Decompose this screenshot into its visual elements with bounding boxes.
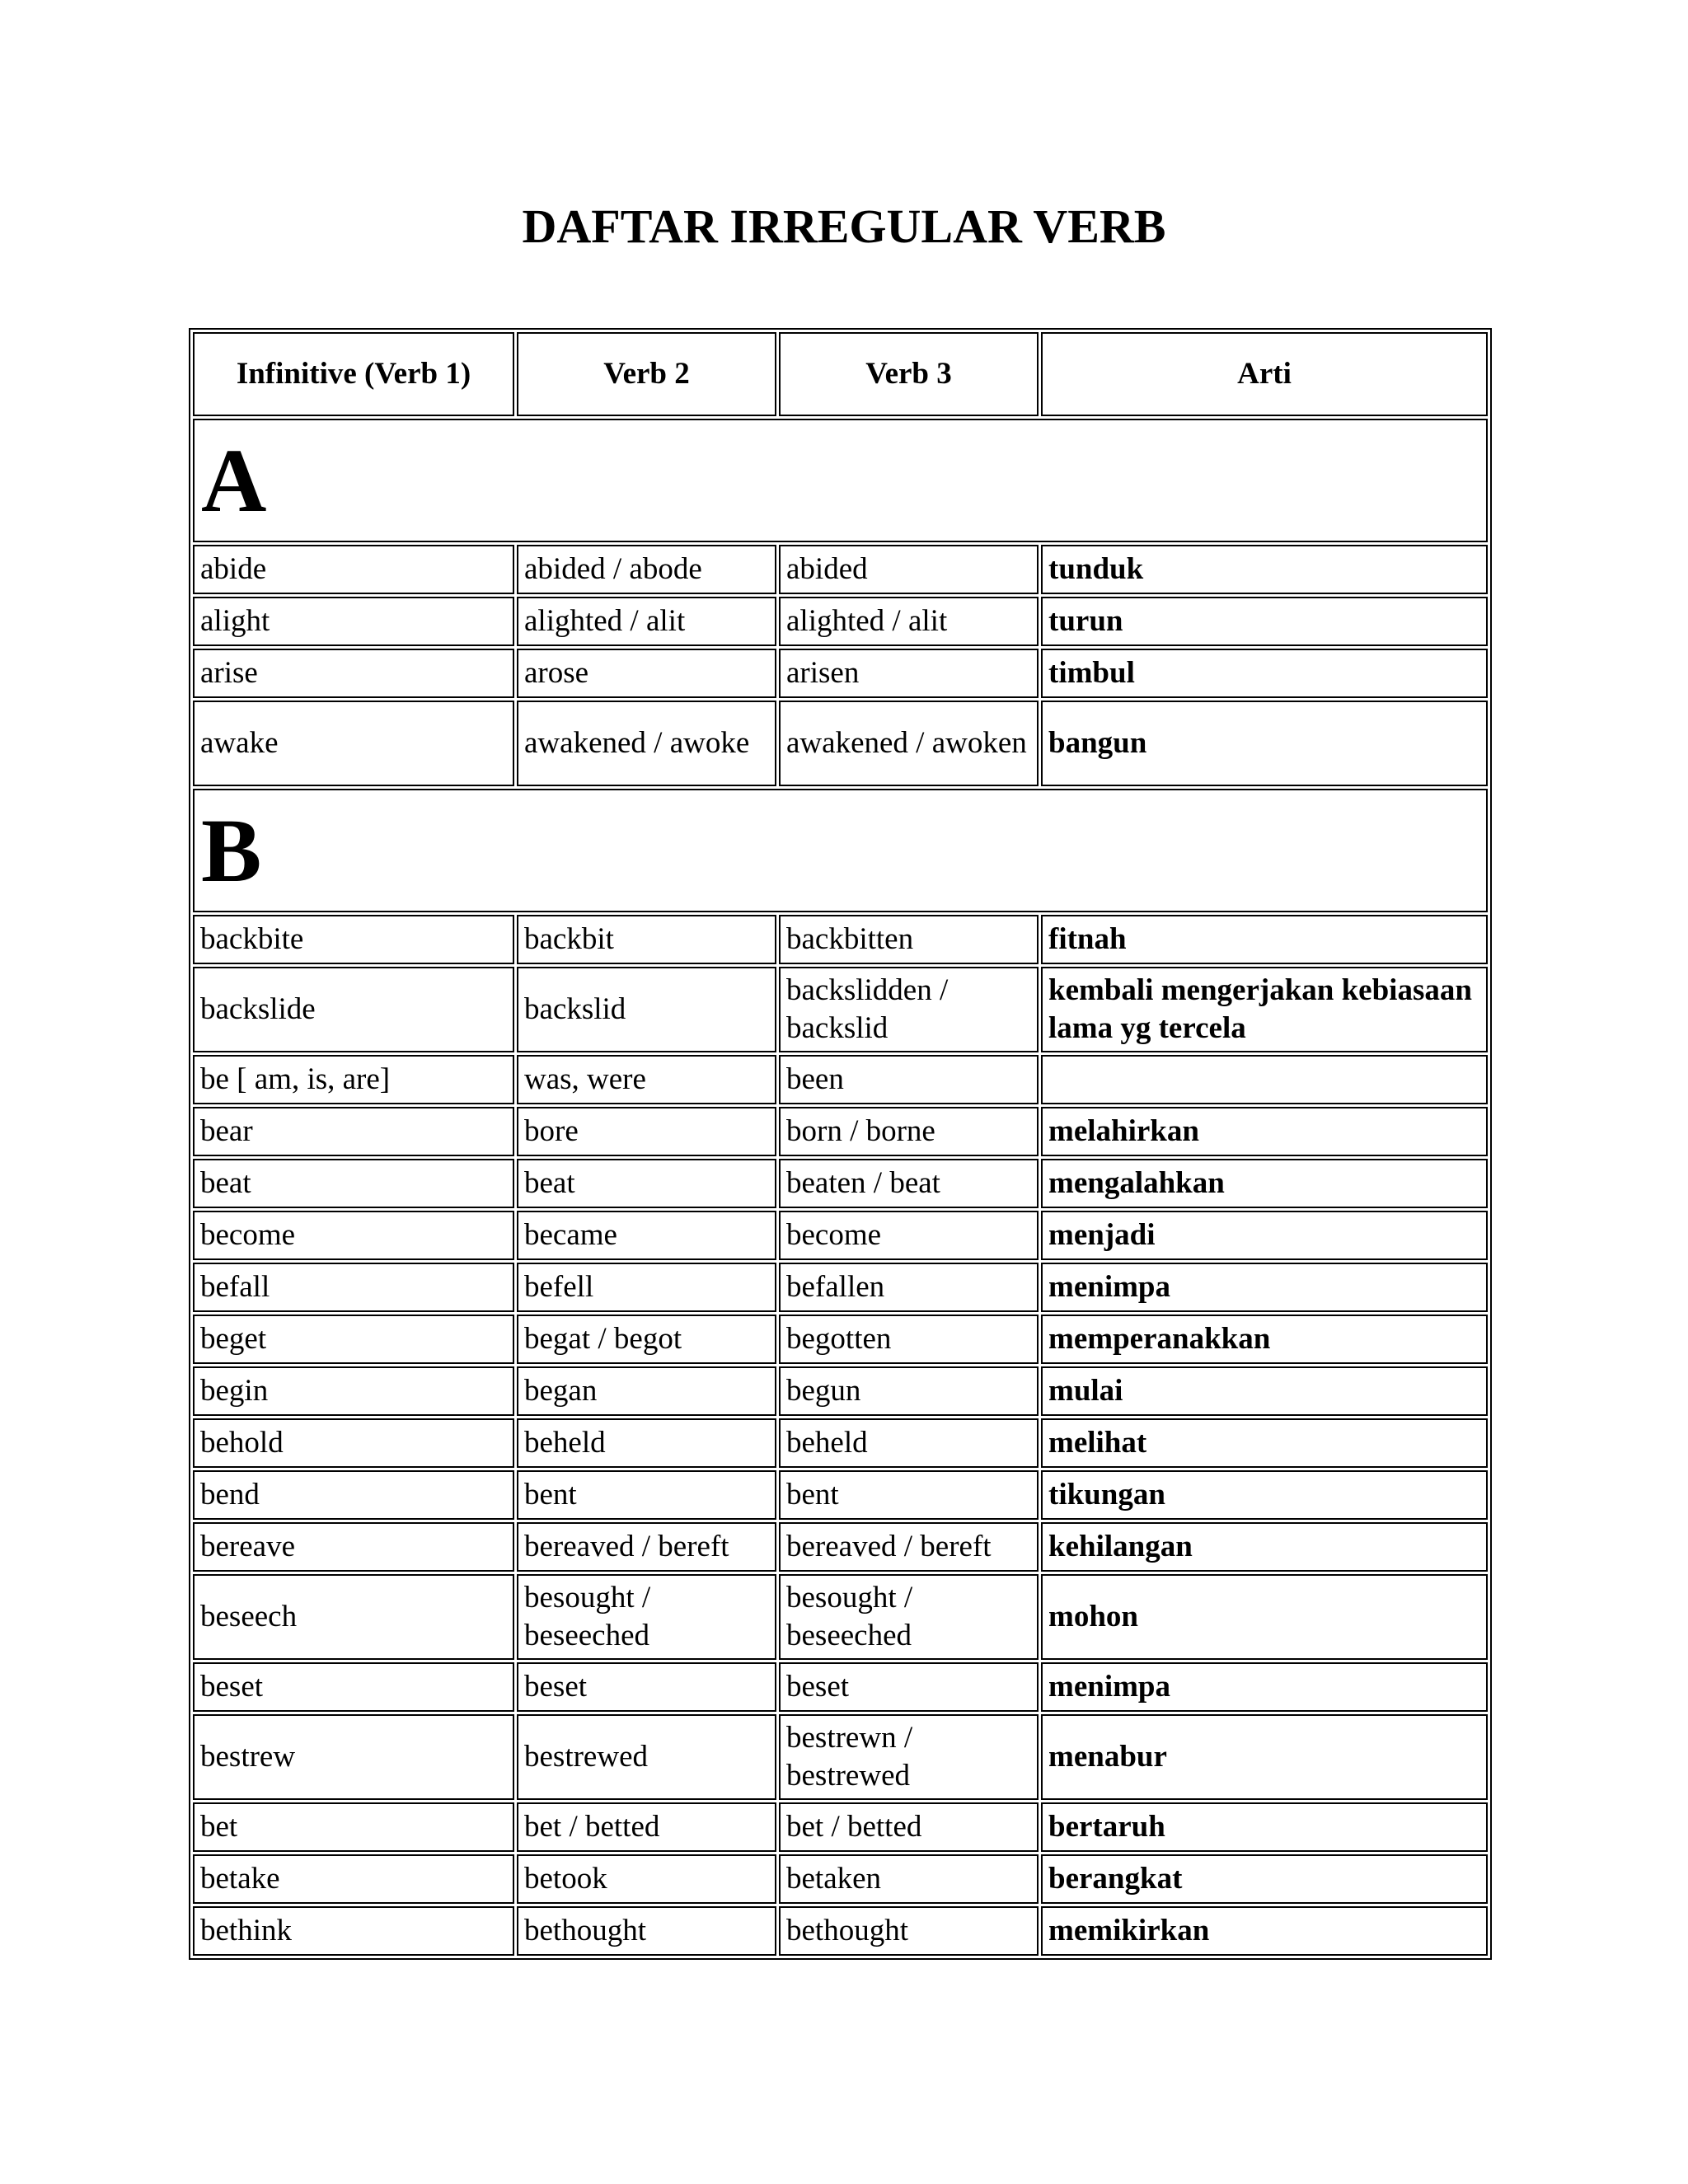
table-row bbox=[193, 1522, 1488, 1572]
verb-1-cell: alight bbox=[193, 597, 514, 646]
table-row bbox=[193, 1263, 1488, 1312]
verb-3-cell: begun bbox=[779, 1366, 1039, 1416]
arti-cell: menimpa bbox=[1041, 1263, 1488, 1312]
verb-3-cell: beaten / beat bbox=[779, 1159, 1039, 1208]
table-row bbox=[193, 1055, 1488, 1104]
verb-2-cell: awakened / awoke bbox=[517, 701, 776, 786]
verb-3-cell: begotten bbox=[779, 1315, 1039, 1364]
verb-1-cell: be [ am, is, are] bbox=[193, 1055, 514, 1104]
table-row bbox=[193, 1159, 1488, 1208]
table-row bbox=[193, 1802, 1488, 1852]
arti-cell: mulai bbox=[1041, 1366, 1488, 1416]
header-infinitive: Infinitive (Verb 1) bbox=[193, 332, 514, 416]
verb-3-cell: born / borne bbox=[779, 1107, 1039, 1156]
arti-cell bbox=[1041, 1055, 1488, 1104]
verb-2-cell: begat / begot bbox=[517, 1315, 776, 1364]
verb-1-cell: beget bbox=[193, 1315, 514, 1364]
verb-3-cell: bereaved / bereft bbox=[779, 1522, 1039, 1572]
section-letter: A bbox=[193, 419, 1488, 542]
verb-2-cell: bent bbox=[517, 1470, 776, 1520]
section-row-b bbox=[193, 789, 1488, 912]
table-row bbox=[193, 1107, 1488, 1156]
verb-1-cell: backbite bbox=[193, 915, 514, 964]
verb-3-cell: become bbox=[779, 1211, 1039, 1260]
table-row bbox=[193, 1662, 1488, 1712]
verb-3-cell: betaken bbox=[779, 1854, 1039, 1904]
verb-3-cell: abided bbox=[779, 545, 1039, 594]
arti-cell: melahirkan bbox=[1041, 1107, 1488, 1156]
verb-1-cell: beseech bbox=[193, 1574, 514, 1660]
arti-cell: timbul bbox=[1041, 649, 1488, 698]
header-verb-2: Verb 2 bbox=[517, 332, 776, 416]
arti-cell: turun bbox=[1041, 597, 1488, 646]
verb-3-cell: befallen bbox=[779, 1263, 1039, 1312]
arti-cell: melihat bbox=[1041, 1418, 1488, 1468]
table-row bbox=[193, 1714, 1488, 1800]
verb-3-cell: besought / beseeched bbox=[779, 1574, 1039, 1660]
table-row bbox=[193, 967, 1488, 1052]
verb-3-cell: backbitten bbox=[779, 915, 1039, 964]
verb-3-cell: bestrewn / bestrewed bbox=[779, 1714, 1039, 1800]
verb-2-cell: backslid bbox=[517, 967, 776, 1052]
verb-2-cell: befell bbox=[517, 1263, 776, 1312]
header-verb-3: Verb 3 bbox=[779, 332, 1039, 416]
section-letter: B bbox=[193, 789, 1488, 912]
table-row bbox=[193, 1854, 1488, 1904]
verb-1-cell: bethink bbox=[193, 1906, 514, 1956]
arti-cell: memikirkan bbox=[1041, 1906, 1488, 1956]
verb-1-cell: bereave bbox=[193, 1522, 514, 1572]
arti-cell: tunduk bbox=[1041, 545, 1488, 594]
arti-cell: mohon bbox=[1041, 1574, 1488, 1660]
verb-2-cell: beat bbox=[517, 1159, 776, 1208]
verb-1-cell: bestrew bbox=[193, 1714, 514, 1800]
verb-2-cell: became bbox=[517, 1211, 776, 1260]
table-row bbox=[193, 545, 1488, 594]
table-row bbox=[193, 701, 1488, 786]
arti-cell: kembali mengerjakan kebiasaan lama yg tercela bbox=[1041, 967, 1488, 1052]
verb-1-cell: behold bbox=[193, 1418, 514, 1468]
table-row bbox=[193, 1418, 1488, 1468]
verb-2-cell: backbit bbox=[517, 915, 776, 964]
verb-3-cell: awakened / awoken bbox=[779, 701, 1039, 786]
verb-1-cell: arise bbox=[193, 649, 514, 698]
verb-2-cell: began bbox=[517, 1366, 776, 1416]
verb-2-cell: abided / abode bbox=[517, 545, 776, 594]
table-row bbox=[193, 1366, 1488, 1416]
irregular-verb-table bbox=[189, 328, 1492, 1960]
table-row bbox=[193, 1574, 1488, 1660]
section-row-a bbox=[193, 419, 1488, 542]
table-row bbox=[193, 1906, 1488, 1956]
arti-cell: memperanakkan bbox=[1041, 1315, 1488, 1364]
arti-cell: bangun bbox=[1041, 701, 1488, 786]
header-row bbox=[193, 332, 1488, 416]
verb-2-cell: beheld bbox=[517, 1418, 776, 1468]
verb-2-cell: arose bbox=[517, 649, 776, 698]
table-row bbox=[193, 1315, 1488, 1364]
verb-2-cell: beset bbox=[517, 1662, 776, 1712]
verb-2-cell: betook bbox=[517, 1854, 776, 1904]
verb-2-cell: was, were bbox=[517, 1055, 776, 1104]
table-row bbox=[193, 1211, 1488, 1260]
verb-2-cell: bore bbox=[517, 1107, 776, 1156]
verb-2-cell: bet / betted bbox=[517, 1802, 776, 1852]
verb-3-cell: bethought bbox=[779, 1906, 1039, 1956]
verb-2-cell: bereaved / bereft bbox=[517, 1522, 776, 1572]
verb-3-cell: arisen bbox=[779, 649, 1039, 698]
verb-1-cell: awake bbox=[193, 701, 514, 786]
verb-3-cell: beheld bbox=[779, 1418, 1039, 1468]
arti-cell: menabur bbox=[1041, 1714, 1488, 1800]
verb-2-cell: besought / beseeched bbox=[517, 1574, 776, 1660]
verb-3-cell: backslidden / backslid bbox=[779, 967, 1039, 1052]
verb-2-cell: bethought bbox=[517, 1906, 776, 1956]
arti-cell: mengalahkan bbox=[1041, 1159, 1488, 1208]
arti-cell: tikungan bbox=[1041, 1470, 1488, 1520]
verb-1-cell: bet bbox=[193, 1802, 514, 1852]
verb-1-cell: beat bbox=[193, 1159, 514, 1208]
verb-1-cell: backslide bbox=[193, 967, 514, 1052]
verb-1-cell: abide bbox=[193, 545, 514, 594]
verb-2-cell: bestrewed bbox=[517, 1714, 776, 1800]
verb-2-cell: alighted / alit bbox=[517, 597, 776, 646]
arti-cell: bertaruh bbox=[1041, 1802, 1488, 1852]
table-row bbox=[193, 649, 1488, 698]
verb-3-cell: alighted / alit bbox=[779, 597, 1039, 646]
arti-cell: menimpa bbox=[1041, 1662, 1488, 1712]
verb-1-cell: begin bbox=[193, 1366, 514, 1416]
table-row bbox=[193, 597, 1488, 646]
verb-3-cell: beset bbox=[779, 1662, 1039, 1712]
verb-1-cell: beset bbox=[193, 1662, 514, 1712]
verb-1-cell: befall bbox=[193, 1263, 514, 1312]
table-row bbox=[193, 915, 1488, 964]
verb-3-cell: bent bbox=[779, 1470, 1039, 1520]
arti-cell: kehilangan bbox=[1041, 1522, 1488, 1572]
verb-1-cell: become bbox=[193, 1211, 514, 1260]
table-row bbox=[193, 1470, 1488, 1520]
header-arti: Arti bbox=[1041, 332, 1488, 416]
arti-cell: berangkat bbox=[1041, 1854, 1488, 1904]
verb-1-cell: betake bbox=[193, 1854, 514, 1904]
verb-3-cell: bet / betted bbox=[779, 1802, 1039, 1852]
page-title: DAFTAR IRREGULAR VERB bbox=[522, 199, 1166, 253]
verb-1-cell: bend bbox=[193, 1470, 514, 1520]
verb-3-cell: been bbox=[779, 1055, 1039, 1104]
verb-1-cell: bear bbox=[193, 1107, 514, 1156]
arti-cell: fitnah bbox=[1041, 915, 1488, 964]
arti-cell: menjadi bbox=[1041, 1211, 1488, 1260]
